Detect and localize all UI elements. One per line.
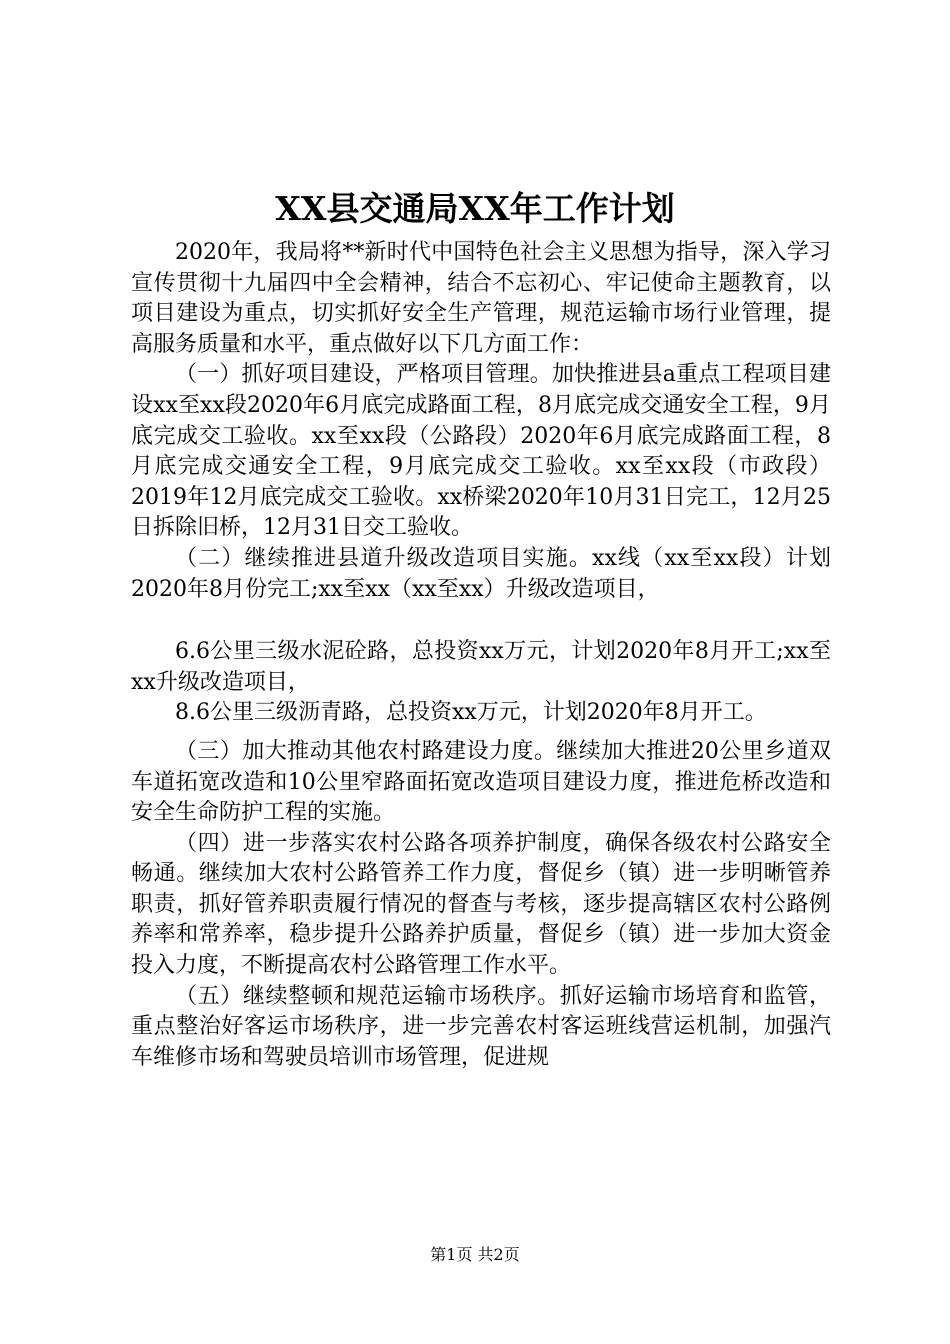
document-body bbox=[131, 238, 831, 1073]
paragraph-intro: 2020年，我局将**新时代中国特色社会主义思想为指导，深入学习宣传贯彻十九届四中全会精神，结合不忘初心、牢记使命主题教育，以项目建设为重点，切实抓好安全生产管理，规范运输市场行业管理，提高服务质量和水平，重点做好以下几方面工作： bbox=[131, 240, 831, 357]
paragraph-section-3: （三）加大推动其他农村路建设力度。继续加大推进20公里乡道双车道拓宽改造和10公里窄路面拓宽改造项目建设力度，推进危桥改造和安全生命防护工程的实施。 bbox=[131, 738, 831, 826]
page-footer: 第1页 共2页 bbox=[430, 1245, 520, 1264]
page-title: XX县交通局XX年工作计划 bbox=[275, 189, 675, 228]
paragraph-section-5: （五）继续整顿和规范运输市场秩序。抓好运输市场培育和监管，重点整治好客运市场秩序，进一步完善农村客运班线营运机制，加强汽车维修市场和驾驶员培训市场管理，促进规 bbox=[131, 983, 831, 1070]
paragraph-section-2-item-1: 6.6公里三级水泥砼路，总投资xx万元，计划2020年8月开工;xx至xx升级改造项目， bbox=[131, 639, 831, 695]
paragraph-section-1: （一）抓好项目建设，严格项目管理。加快推进县a重点工程项目建设xx至xx段2020年6月底完成路面工程，8月底完成交通安全工程，9月底完成交工验收。xx至xx段（公路段）2020年6月底完成路面工程，8月底完成交通安全工程，9月底完成交工验收。xx至xx段（市政段）2019年12月底完成交工验收。xx桥梁2020年10月31日完工，12月25日拆除旧桥，12月31日交工验收。 bbox=[131, 362, 831, 541]
paragraph-section-4: （四）进一步落实农村公路各项养护制度，确保各级农村公路安全畅通。继续加大农村公路管养工作力度，督促乡（镇）进一步明晰管养职责，抓好管养职责履行情况的督查与考核，逐步提高辖区农村公路例养率和常养率，稳步提升公路养护质量，督促乡（镇）进一步加大资金投入力度，不断提高农村公路管理工作水平。 bbox=[131, 830, 831, 979]
paragraph-section-2: （二）继续推进县道升级改造项目实施。xx线（xx至xx段）计划2020年8月份完工;xx至xx（xx至xx）升级改造项目， bbox=[131, 545, 831, 602]
paragraph-section-2-item-2: 8.6公里三级沥青路，总投资xx万元，计划2020年8月开工。 bbox=[175, 700, 767, 726]
